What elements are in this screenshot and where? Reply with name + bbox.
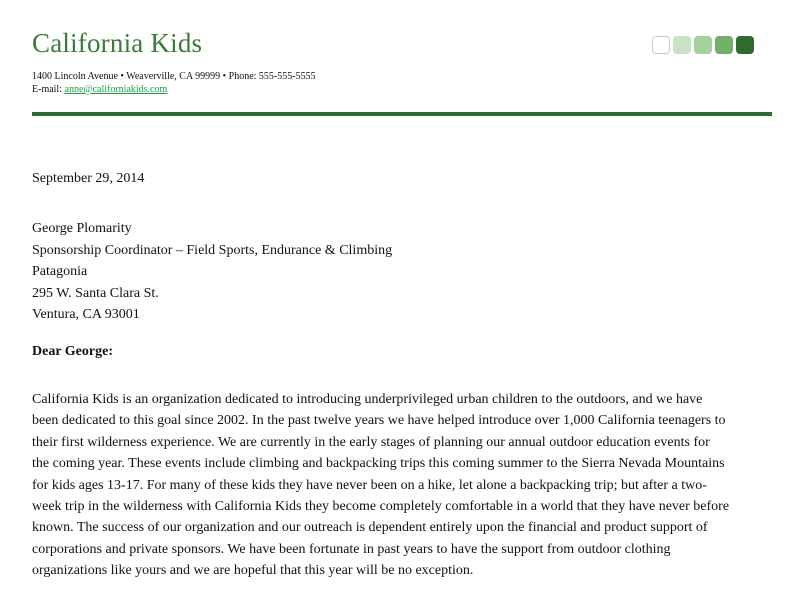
body-line: California Kids is an organization dedicated to introducing underprivileged urban children to the outdoors, and we have xyxy=(32,392,703,407)
organization-title: California Kids xyxy=(32,28,203,58)
body-line: week trip in the wilderness with California Kids they become completely comfortable in a world that they have never before xyxy=(32,499,730,515)
letterhead-divider xyxy=(32,112,772,116)
recipient-name: George Plomarity xyxy=(32,221,132,236)
recipient-street: 295 W. Santa Clara St. xyxy=(32,285,159,301)
contact-line: 1400 Lincoln Avenue • Weaverville, CA 99999 • Phone: 555-555-5555 xyxy=(32,71,316,82)
swatch-4 xyxy=(715,36,733,54)
body-line: their first wilderness experience. We are currently in the early stages of planning our annual outdoor education events for xyxy=(32,434,710,450)
contact-info xyxy=(32,70,316,96)
body-line: been dedicated to this goal since 2002. In the past twelve years we have helped introduce over 1,000 California teenagers to xyxy=(32,413,726,429)
swatch-3 xyxy=(694,36,712,54)
body-line: corporations and private sponsors. We have been fortunate in past years to have the support from outdoor clothing xyxy=(32,541,671,557)
body-line: the coming year. These events include climbing and backpacking trips this coming summer to the Sierra Nevada Mountains xyxy=(32,456,725,472)
salutation: Dear George: xyxy=(32,344,113,359)
recipient-company: Patagonia xyxy=(32,264,88,279)
email-link[interactable]: anne@californiakids.com xyxy=(64,84,168,95)
swatch-2 xyxy=(673,36,691,54)
body-line: for kids ages 13-17. For many of these kids they have never been on a hike, let alone a backpacking trip; but after a two- xyxy=(32,477,707,493)
email-label: E-mail: xyxy=(32,84,65,95)
swatch-5 xyxy=(736,36,754,54)
body-line: known. The success of our organization and our outreach is dependent entirely upon the financial and product support of xyxy=(32,520,708,536)
body-paragraph xyxy=(32,389,772,582)
recipient-title: Sponsorship Coordinator – Field Sports, Endurance & Climbing xyxy=(32,242,393,258)
letter-date: September 29, 2014 xyxy=(32,171,145,186)
email-line xyxy=(32,83,316,96)
recipient-city: Ventura, CA 93001 xyxy=(32,307,140,322)
color-swatch-strip xyxy=(652,36,754,54)
recipient-address xyxy=(32,218,392,326)
body-line: organizations like yours and we are hopeful that this year will be no exception. xyxy=(32,563,474,579)
swatch-1 xyxy=(652,36,670,54)
